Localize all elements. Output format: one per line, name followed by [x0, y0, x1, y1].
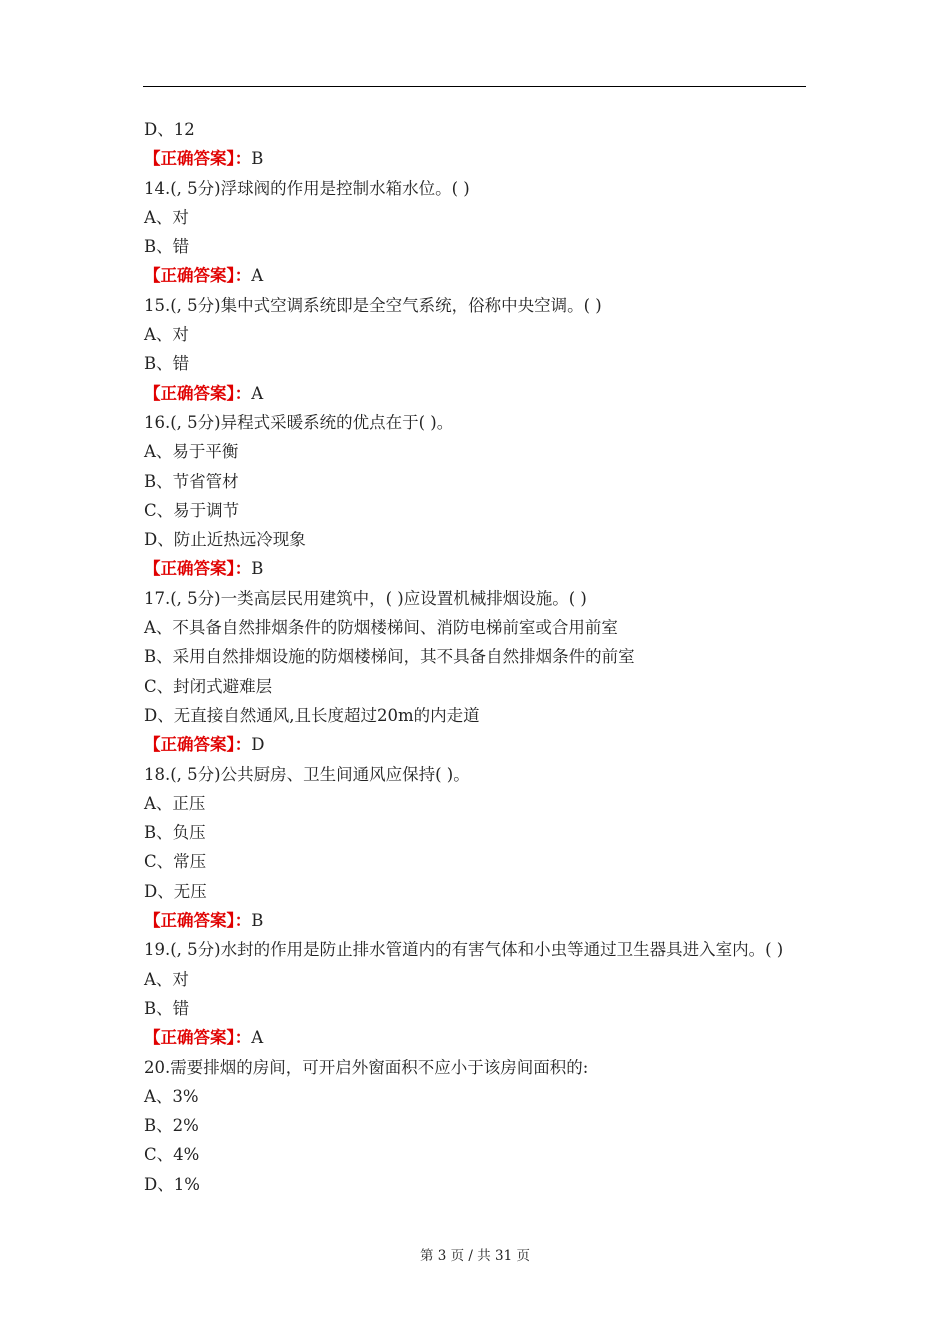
- answer-line: [144, 144, 809, 173]
- question-text: 17.(, 5分)一类高层民用建筑中，( )应设置机械排烟设施。( ): [144, 588, 587, 608]
- option-text: A、不具备自然排烟条件的防烟楼梯间、消防电梯前室或合用前室: [144, 618, 618, 638]
- answer-value: D: [251, 735, 265, 755]
- option-text: A、正压: [144, 793, 206, 813]
- answer-line: [144, 906, 809, 935]
- answer-value: B: [251, 559, 264, 579]
- answer-line: [144, 261, 809, 290]
- option-text: B、节省管材: [144, 471, 239, 491]
- answer-value: B: [251, 149, 264, 169]
- option-text: D、防止近热远冷现象: [144, 530, 306, 550]
- question-text: 16.(, 5分)异程式采暖系统的优点在于( )。: [144, 412, 454, 432]
- answer-label: 【正确答案】：: [144, 383, 252, 403]
- header-rule: [143, 86, 806, 87]
- option-text: A、对: [144, 207, 189, 227]
- question-text: 14.(, 5分)浮球阀的作用是控制水箱水位。( ): [144, 178, 470, 198]
- question-text: 20.需要排烟的房间，可开启外窗面积不应小于该房间面积的:: [144, 1057, 589, 1077]
- answer-line: [144, 379, 809, 408]
- answer-label: 【正确答案】：: [144, 559, 252, 579]
- answer-value: B: [251, 911, 264, 931]
- answer-line: [144, 554, 809, 583]
- page-content: [144, 115, 809, 1199]
- option-text: D、12: [144, 120, 195, 139]
- option-text: B、2%: [144, 1116, 199, 1136]
- answer-value: A: [251, 1028, 264, 1048]
- question-text: 15.(, 5分)集中式空调系统即是全空气系统，俗称中央空调。( ): [144, 295, 602, 315]
- option-text: B、采用自然排烟设施的防烟楼梯间，其不具备自然排烟条件的前室: [144, 647, 635, 667]
- option-text: D、无压: [144, 881, 207, 901]
- answer-label: 【正确答案】：: [144, 266, 252, 286]
- option-text: A、3%: [144, 1086, 199, 1106]
- option-text: C、常压: [144, 852, 207, 872]
- question-text: 19.(, 5分)水封的作用是防止排水管道内的有害气体和小虫等通过卫生器具进入室内。( ): [144, 940, 784, 960]
- option-text: A、易于平衡: [144, 442, 239, 462]
- option-text: D、1%: [144, 1174, 200, 1194]
- answer-label: 【正确答案】：: [144, 911, 252, 931]
- option-text: C、易于调节: [144, 500, 240, 520]
- option-text: C、4%: [144, 1145, 200, 1165]
- option-text: A、对: [144, 325, 189, 345]
- answer-label: 【正确答案】：: [144, 149, 252, 169]
- answer-label: 【正确答案】：: [144, 735, 252, 755]
- answer-value: A: [251, 383, 264, 403]
- answer-line: [144, 730, 809, 759]
- option-text: D、无直接自然通风,且长度超过20m的内走道: [144, 705, 480, 725]
- answer-value: A: [251, 266, 264, 286]
- option-text: A、对: [144, 969, 189, 989]
- answer-line: [144, 1023, 809, 1052]
- option-text: C、封闭式避难层: [144, 676, 273, 696]
- option-text: B、错: [144, 237, 190, 257]
- option-text: B、错: [144, 354, 190, 374]
- option-text: B、负压: [144, 823, 206, 843]
- question-text: 18.(, 5分)公共厨房、卫生间通风应保持( )。: [144, 764, 470, 784]
- option-text: B、错: [144, 998, 190, 1018]
- page-footer: 第 3 页 / 共 31 页: [419, 1248, 531, 1264]
- answer-label: 【正确答案】：: [144, 1028, 252, 1048]
